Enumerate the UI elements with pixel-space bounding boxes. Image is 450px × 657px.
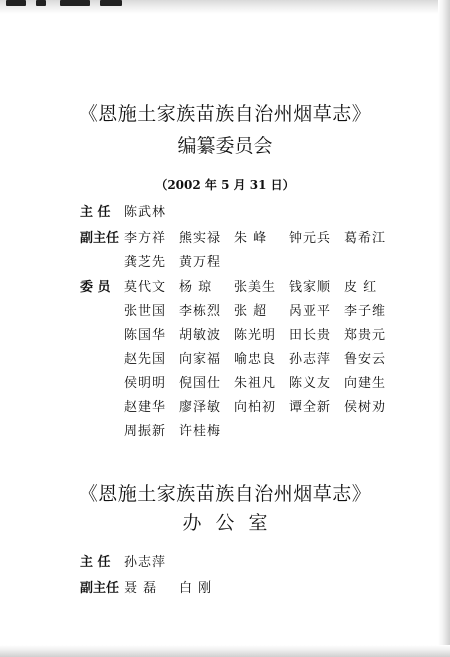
committee-title: 《恩施土家族苗族自治州烟草志》 — [78, 103, 372, 125]
scan-edge-bottom — [0, 645, 450, 657]
person-name: 张美生 — [234, 280, 277, 295]
person-name: 李方祥 — [124, 231, 167, 246]
person-name: 廖泽敏 — [179, 400, 222, 415]
office-subtitle: 办公室 — [182, 512, 282, 534]
person-name: 李子维 — [344, 304, 387, 319]
person-name: 葛希江 — [344, 231, 387, 246]
person-name: 钱家顺 — [289, 280, 332, 295]
person-name: 郑贵元 — [344, 328, 387, 343]
person-name: 倪国仕 — [179, 376, 222, 391]
person-name: 皮 红 — [344, 280, 378, 295]
person-name: 张世国 — [124, 304, 167, 319]
person-name: 李栋烈 — [179, 304, 222, 319]
role-label: 副主任 — [80, 231, 120, 246]
person-name: 陈国华 — [124, 328, 167, 343]
committee-date: （2002 年 5 月 31 日） — [155, 178, 295, 192]
person-name: 钟元兵 — [289, 231, 332, 246]
person-name: 朱 峰 — [234, 231, 268, 246]
person-name: 向家福 — [179, 352, 222, 367]
person-name: 陈光明 — [234, 328, 277, 343]
scan-mark — [100, 0, 122, 6]
person-name: 陈武林 — [124, 205, 167, 220]
person-name: 张 超 — [234, 304, 268, 319]
person-name: 孙志萍 — [289, 352, 332, 367]
scan-mark — [6, 0, 26, 6]
person-name: 向建生 — [344, 376, 387, 391]
role-label: 委 员 — [80, 280, 111, 295]
person-name: 胡敏波 — [179, 328, 222, 343]
person-name: 呙亚平 — [289, 304, 332, 319]
role-label: 主 任 — [80, 205, 111, 220]
role-label: 副主任 — [80, 581, 120, 596]
person-name: 赵先国 — [124, 352, 167, 367]
role-label: 主 任 — [80, 555, 111, 570]
person-name: 鲁安云 — [344, 352, 387, 367]
person-name: 周振新 — [124, 424, 167, 439]
person-name: 黄万程 — [179, 255, 222, 270]
person-name: 许桂梅 — [179, 424, 222, 439]
person-name: 聂 磊 — [124, 581, 158, 596]
scan-mark — [36, 0, 46, 6]
person-name: 侯明明 — [124, 376, 167, 391]
person-name: 莫代文 — [124, 280, 167, 295]
person-name: 向柏初 — [234, 400, 277, 415]
person-name: 赵建华 — [124, 400, 167, 415]
scan-edge-top — [0, 0, 450, 14]
office-title: 《恩施土家族苗族自治州烟草志》 — [78, 483, 372, 505]
person-name: 朱祖凡 — [234, 376, 277, 391]
person-name: 谭全新 — [289, 400, 332, 415]
committee-subtitle: 编纂委员会 — [177, 135, 273, 157]
person-name: 龚芝先 — [124, 255, 167, 270]
person-name: 陈义友 — [289, 376, 332, 391]
person-name: 喻忠良 — [234, 352, 277, 367]
person-name: 侯树劝 — [344, 400, 387, 415]
person-name: 杨 琼 — [179, 280, 213, 295]
person-name: 孙志萍 — [124, 555, 167, 570]
person-name: 田长贵 — [289, 328, 332, 343]
person-name: 白 刚 — [179, 581, 213, 596]
person-name: 熊实禄 — [179, 231, 222, 246]
scan-mark — [60, 0, 90, 6]
scan-edge-right — [438, 0, 450, 657]
